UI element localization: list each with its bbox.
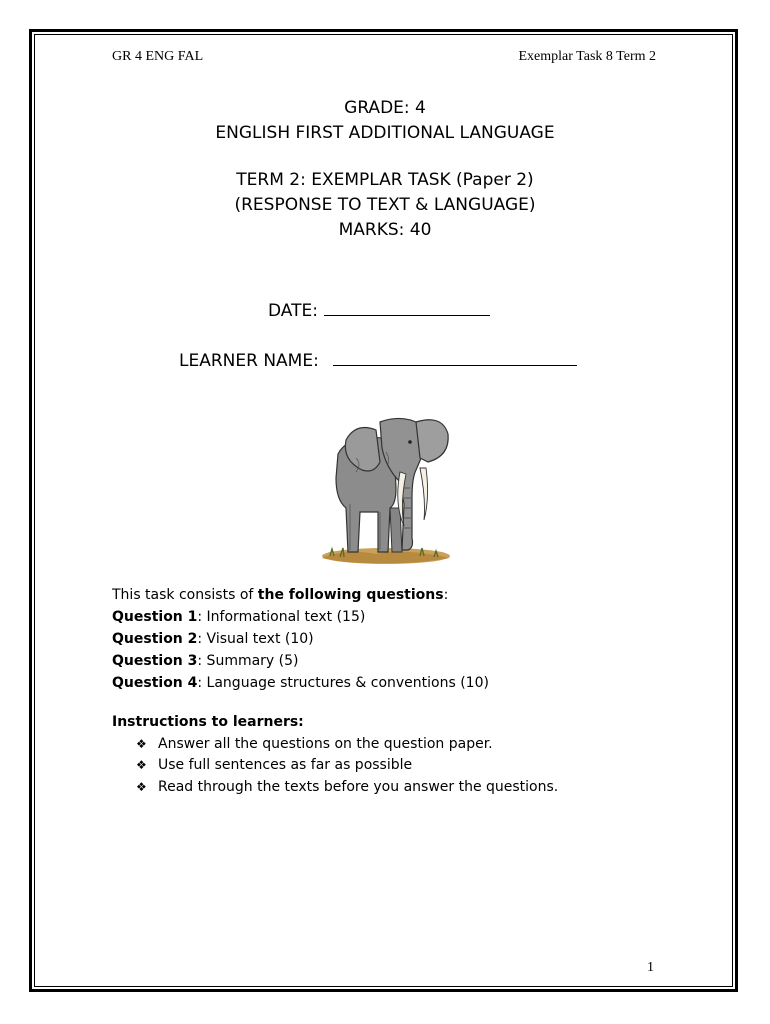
- marks-heading: MARKS: 40: [338, 220, 432, 240]
- diamond-bullet-icon: ❖: [136, 736, 147, 751]
- learner-name-label: LEARNER NAME:: [179, 351, 319, 371]
- paper-heading: (RESPONSE TO TEXT & LANGUAGE): [234, 195, 536, 215]
- instruction-text: Read through the texts before you answer the questions.: [158, 778, 559, 795]
- task-intro: [112, 584, 489, 606]
- question-4-text: : Language structures & conventions (10): [197, 675, 489, 691]
- learner-name-field: [179, 348, 577, 371]
- diamond-bullet-icon: ❖: [136, 758, 147, 772]
- question-1-text: : Informational text (15): [197, 609, 366, 625]
- instructions-list: [112, 734, 558, 799]
- date-label: DATE:: [268, 301, 318, 321]
- diamond-bullet-icon: ❖: [136, 779, 147, 794]
- subject-heading: ENGLISH FIRST ADDITIONAL LANGUAGE: [215, 123, 555, 143]
- instruction-item: [136, 755, 558, 777]
- header-right: Exemplar Task 8 Term 2: [518, 49, 656, 64]
- question-line-4: [112, 672, 489, 694]
- task-intro-colon: :: [443, 587, 449, 603]
- term-heading: TERM 2: EXEMPLAR TASK (Paper 2): [236, 170, 534, 190]
- question-2-text: : Visual text (10): [197, 631, 314, 647]
- question-2-label: Question 2: [112, 631, 198, 647]
- page-number: 1: [647, 960, 654, 975]
- instructions-section: [112, 712, 558, 798]
- question-3-label: Question 3: [112, 653, 198, 669]
- learner-name-blank-line[interactable]: [333, 348, 577, 366]
- header-left: GR 4 ENG FAL: [112, 49, 204, 64]
- title-block: [40, 96, 730, 243]
- question-1-label: Question 1: [112, 609, 198, 625]
- task-intro-text: This task consists of: [112, 587, 258, 603]
- date-blank-line[interactable]: [324, 298, 490, 316]
- grade-heading: GRADE: 4: [344, 98, 426, 118]
- instructions-title: Instructions to learners:: [112, 714, 304, 730]
- elephant-illustration: [316, 408, 456, 568]
- question-4-label: Question 4: [112, 675, 198, 691]
- question-line-3: [112, 650, 489, 672]
- task-intro-emphasis: the following questions: [257, 587, 444, 603]
- instruction-item: [136, 777, 558, 799]
- question-3-text: : Summary (5): [197, 653, 299, 669]
- task-overview: [112, 584, 489, 694]
- instruction-text: Answer all the questions on the question paper.: [158, 735, 493, 752]
- instruction-text: Use full sentences as far as possible: [158, 757, 413, 773]
- question-line-1: [112, 606, 489, 628]
- question-line-2: [112, 628, 489, 650]
- date-field: [268, 298, 490, 321]
- instruction-item: [136, 734, 558, 756]
